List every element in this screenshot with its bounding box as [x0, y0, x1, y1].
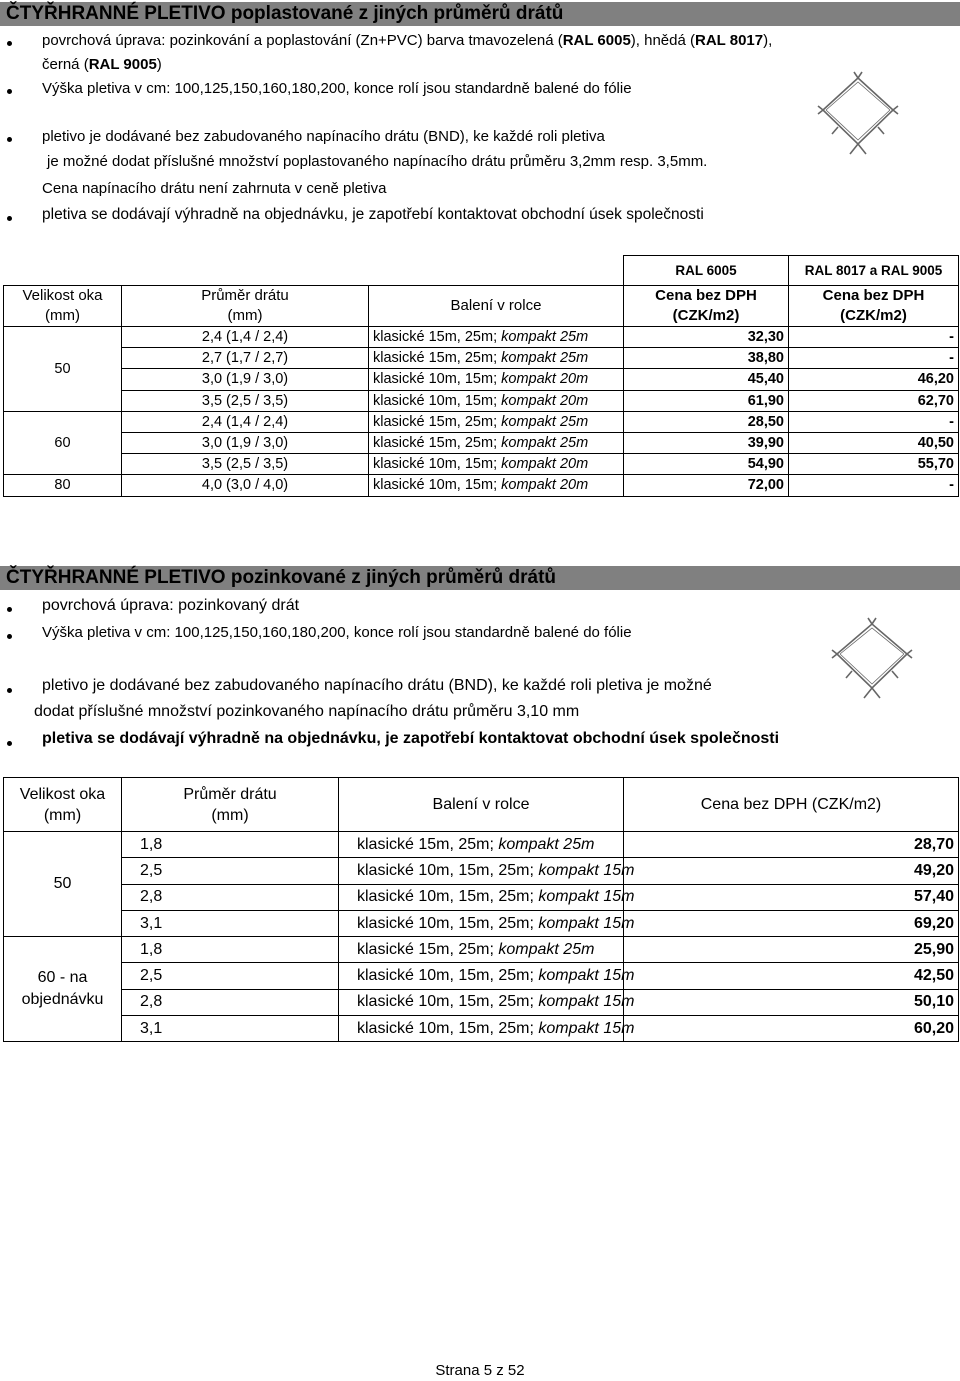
chain-link-mesh-icon [832, 618, 912, 706]
bullet-dot [7, 137, 12, 142]
bullet-dot [7, 634, 12, 639]
packaging-compact: kompakt 20m [501, 456, 589, 473]
bullet-dot [7, 41, 12, 46]
packaging-compact: kompakt 20m [501, 371, 589, 388]
mesh-size-cell: 80 [4, 475, 122, 496]
packaging-compact: kompakt 15m [538, 1019, 635, 1037]
bullet-dot [7, 89, 12, 94]
packaging-cell [339, 858, 635, 884]
packaging-classic: klasické 10m, 15m, 25m; [357, 993, 539, 1011]
wire-diameter-cell: 2,4 (1,4 / 2,4) [122, 411, 369, 432]
packaging-compact: kompakt 15m [538, 967, 635, 985]
mesh-size-cell: 60 - na objednávku [4, 937, 122, 1042]
wire-diameter-cell: 1,8 [122, 832, 339, 858]
table-row [4, 369, 959, 390]
price-cell: 42,50 [624, 963, 959, 989]
table-row [4, 884, 959, 910]
packaging-header: Balení v rolce [369, 286, 624, 327]
packaging-classic: klasické 10m, 15m; [373, 371, 502, 388]
price-ral8017-cell: 62,70 [789, 390, 959, 411]
table-row [4, 327, 959, 348]
mesh-size-cell: 60 [4, 411, 122, 475]
section2-bullet-height: Výška pletiva v cm: 100,125,150,160,180,200, konce rolí jsou standardně balené do fólie [42, 624, 632, 641]
price-ral8017-cell: 46,20 [789, 369, 959, 390]
price-ral8017-cell: - [789, 348, 959, 369]
packaging-compact: kompakt 15m [538, 914, 635, 932]
packaging-compact: kompakt 25m [498, 940, 595, 958]
price-ral6005-cell: 38,80 [624, 348, 789, 369]
wire-diameter-cell: 2,8 [122, 884, 339, 910]
price-cell: 57,40 [624, 884, 959, 910]
packaging-compact: kompakt 15m [538, 993, 635, 1011]
packaging-classic: klasické 10m, 15m; [373, 392, 502, 409]
packaging-cell [369, 432, 624, 453]
packaging-compact: kompakt 25m [498, 835, 595, 853]
wire-diameter-cell: 3,5 (2,5 / 3,5) [122, 454, 369, 475]
packaging-classic: klasické 10m, 15m; [373, 456, 502, 473]
section2-bullet-bnd-line1: pletivo je dodávané bez zabudovaného napínacího drátu (BND), ke každé roli pletiva je možné [42, 677, 712, 694]
price-header: Cena bez DPH (CZK/m2) [624, 778, 959, 832]
packaging-classic: klasické 15m, 25m; [357, 940, 499, 958]
packaging-classic: klasické 15m, 25m; [373, 329, 502, 346]
bullet-dot [7, 607, 12, 612]
bullet-dot [7, 216, 12, 221]
coated-mesh-price-table [3, 255, 959, 497]
wire-diameter-cell: 2,4 (1,4 / 2,4) [122, 327, 369, 348]
table-row [4, 390, 959, 411]
wire-diameter-cell: 3,1 [122, 910, 339, 936]
table-row [4, 963, 959, 989]
packaging-classic: klasické 10m, 15m, 25m; [357, 888, 539, 906]
price-cell: 25,90 [624, 937, 959, 963]
price-ral8017-cell: 40,50 [789, 432, 959, 453]
packaging-classic: klasické 10m, 15m, 25m; [357, 861, 539, 879]
section1-title: ČTYŘHRANNÉ PLETIVO poplastované z jiných průměrů drátů [0, 2, 960, 26]
packaging-compact: kompakt 15m [538, 861, 635, 879]
packaging-header: Balení v rolce [339, 778, 624, 832]
wire-diameter-cell: 3,1 [122, 1016, 339, 1042]
price-ral6005-cell: 32,30 [624, 327, 789, 348]
price-header-ral8017: Cena bez DPH (CZK/m2) [789, 286, 959, 327]
price-cell: 50,10 [624, 989, 959, 1015]
packaging-classic: klasické 10m, 15m, 25m; [357, 1019, 539, 1037]
table-row [4, 910, 959, 936]
packaging-classic: klasické 15m, 25m; [373, 435, 502, 452]
packaging-classic: klasické 10m, 15m, 25m; [357, 967, 539, 985]
table-row [4, 454, 959, 475]
price-ral8017-cell: - [789, 475, 959, 496]
table-row [4, 475, 959, 496]
section2-bullet-bnd-line2: dodat příslušné množství pozinkovaného napínacího drátu průměru 3,10 mm [34, 703, 580, 720]
packaging-cell [339, 963, 635, 989]
packaging-cell [339, 910, 635, 936]
packaging-classic: klasické 15m, 25m; [357, 835, 499, 853]
packaging-compact: kompakt 25m [501, 413, 589, 430]
price-ral6005-cell: 61,90 [624, 390, 789, 411]
packaging-cell [339, 937, 624, 963]
chain-link-mesh-icon [818, 72, 898, 162]
price-ral6005-cell: 45,40 [624, 369, 789, 390]
packaging-classic: klasické 10m, 15m; [373, 477, 502, 494]
packaging-cell [369, 369, 624, 390]
section1-bullet-surface: povrchová úprava: pozinkování a poplastování (Zn+PVC) barva tmavozelená (RAL 6005), hnědá (RAL 8017), [42, 32, 773, 49]
wire-diameter-cell: 4,0 (3,0 / 4,0) [122, 475, 369, 496]
section2-bullet-order: pletiva se dodávají výhradně na objednávku, je zapotřebí kontaktovat obchodní úsek společnosti [42, 730, 780, 747]
packaging-cell [339, 1016, 635, 1042]
packaging-classic: klasické 15m, 25m; [373, 350, 502, 367]
section1-bullet-bnd-line1: pletivo je dodávané bez zabudovaného napínacího drátu (BND), ke každé roli pletiva [42, 128, 605, 145]
wire-diameter-header: Průměr drátu (mm) [122, 778, 339, 832]
price-ral8017-cell: - [789, 327, 959, 348]
packaging-compact: kompakt 15m [538, 888, 635, 906]
wire-diameter-cell: 3,0 (1,9 / 3,0) [122, 369, 369, 390]
section1-bullet-surface-line2: černá (RAL 9005) [42, 56, 162, 73]
mesh-size-cell: 50 [4, 832, 122, 937]
wire-diameter-header: Průměr drátu (mm) [122, 286, 369, 327]
wire-diameter-cell: 2,7 (1,7 / 2,7) [122, 348, 369, 369]
packaging-classic: klasické 15m, 25m; [373, 413, 502, 430]
price-ral8017-cell: - [789, 411, 959, 432]
price-ral8017-cell: 55,70 [789, 454, 959, 475]
packaging-cell [369, 390, 624, 411]
packaging-compact: kompakt 25m [501, 329, 589, 346]
price-cell: 60,20 [624, 1016, 959, 1042]
packaging-cell [369, 475, 624, 496]
wire-diameter-cell: 1,8 [122, 937, 339, 963]
packaging-compact: kompakt 20m [501, 392, 589, 409]
price-ral6005-cell: 39,90 [624, 432, 789, 453]
bullet-dot [7, 688, 12, 693]
wire-diameter-cell: 2,5 [122, 858, 339, 884]
table-row [4, 348, 959, 369]
section1-bullet-bnd-line3: Cena napínacího drátu není zahrnuta v ceně pletiva [42, 180, 387, 197]
packaging-cell [369, 348, 624, 369]
price-cell: 49,20 [624, 858, 959, 884]
table-row [4, 1016, 959, 1042]
ral-6005-header: RAL 6005 [624, 256, 789, 286]
page-number: Strana 5 z 52 [435, 1362, 525, 1379]
price-ral6005-cell: 28,50 [624, 411, 789, 432]
price-ral6005-cell: 54,90 [624, 454, 789, 475]
table-row [4, 989, 959, 1015]
packaging-cell [339, 989, 635, 1015]
ral-8017-9005-header: RAL 8017 a RAL 9005 [789, 256, 959, 286]
price-ral6005-cell: 72,00 [624, 475, 789, 496]
table-row [4, 411, 959, 432]
mesh-size-header: Velikost oka (mm) [4, 286, 122, 327]
section2-title: ČTYŘHRANNÉ PLETIVO pozinkované z jiných průměrů drátů [0, 566, 960, 590]
packaging-cell [369, 454, 624, 475]
packaging-cell [369, 411, 624, 432]
price-cell: 28,70 [624, 832, 959, 858]
wire-diameter-cell: 3,5 (2,5 / 3,5) [122, 390, 369, 411]
mesh-size-header: Velikost oka (mm) [4, 778, 122, 832]
table-row [4, 937, 959, 963]
price-header-ral6005: Cena bez DPH (CZK/m2) [624, 286, 789, 327]
wire-diameter-cell: 3,0 (1,9 / 3,0) [122, 432, 369, 453]
wire-diameter-cell: 2,8 [122, 989, 339, 1015]
table-row [4, 832, 959, 858]
packaging-cell [369, 327, 624, 348]
wire-diameter-cell: 2,5 [122, 963, 339, 989]
section1-bullet-height: Výška pletiva v cm: 100,125,150,160,180,200, konce rolí jsou standardně balené do fólie [42, 80, 632, 97]
packaging-compact: kompakt 25m [501, 350, 589, 367]
section1-bullet-bnd-line2: je možné dodat příslušné množství poplastovaného napínacího drátu průměru 3,2mm resp. 3,5mm. [47, 153, 708, 170]
mesh-size-cell: 50 [4, 327, 122, 412]
bullet-dot [7, 741, 12, 746]
packaging-compact: kompakt 25m [501, 435, 589, 452]
packaging-cell [339, 884, 635, 910]
section2-bullet-surface: povrchová úprava: pozinkovaný drát [42, 597, 300, 614]
packaging-cell [339, 832, 624, 858]
section1-bullet-order: pletiva se dodávají výhradně na objednávku, je zapotřebí kontaktovat obchodní úsek společnosti [42, 206, 704, 223]
table-row [4, 432, 959, 453]
table-row [4, 858, 959, 884]
packaging-classic: klasické 10m, 15m, 25m; [357, 914, 539, 932]
price-cell: 69,20 [624, 910, 959, 936]
packaging-compact: kompakt 20m [501, 477, 589, 494]
galvanized-mesh-price-table [3, 777, 959, 1042]
